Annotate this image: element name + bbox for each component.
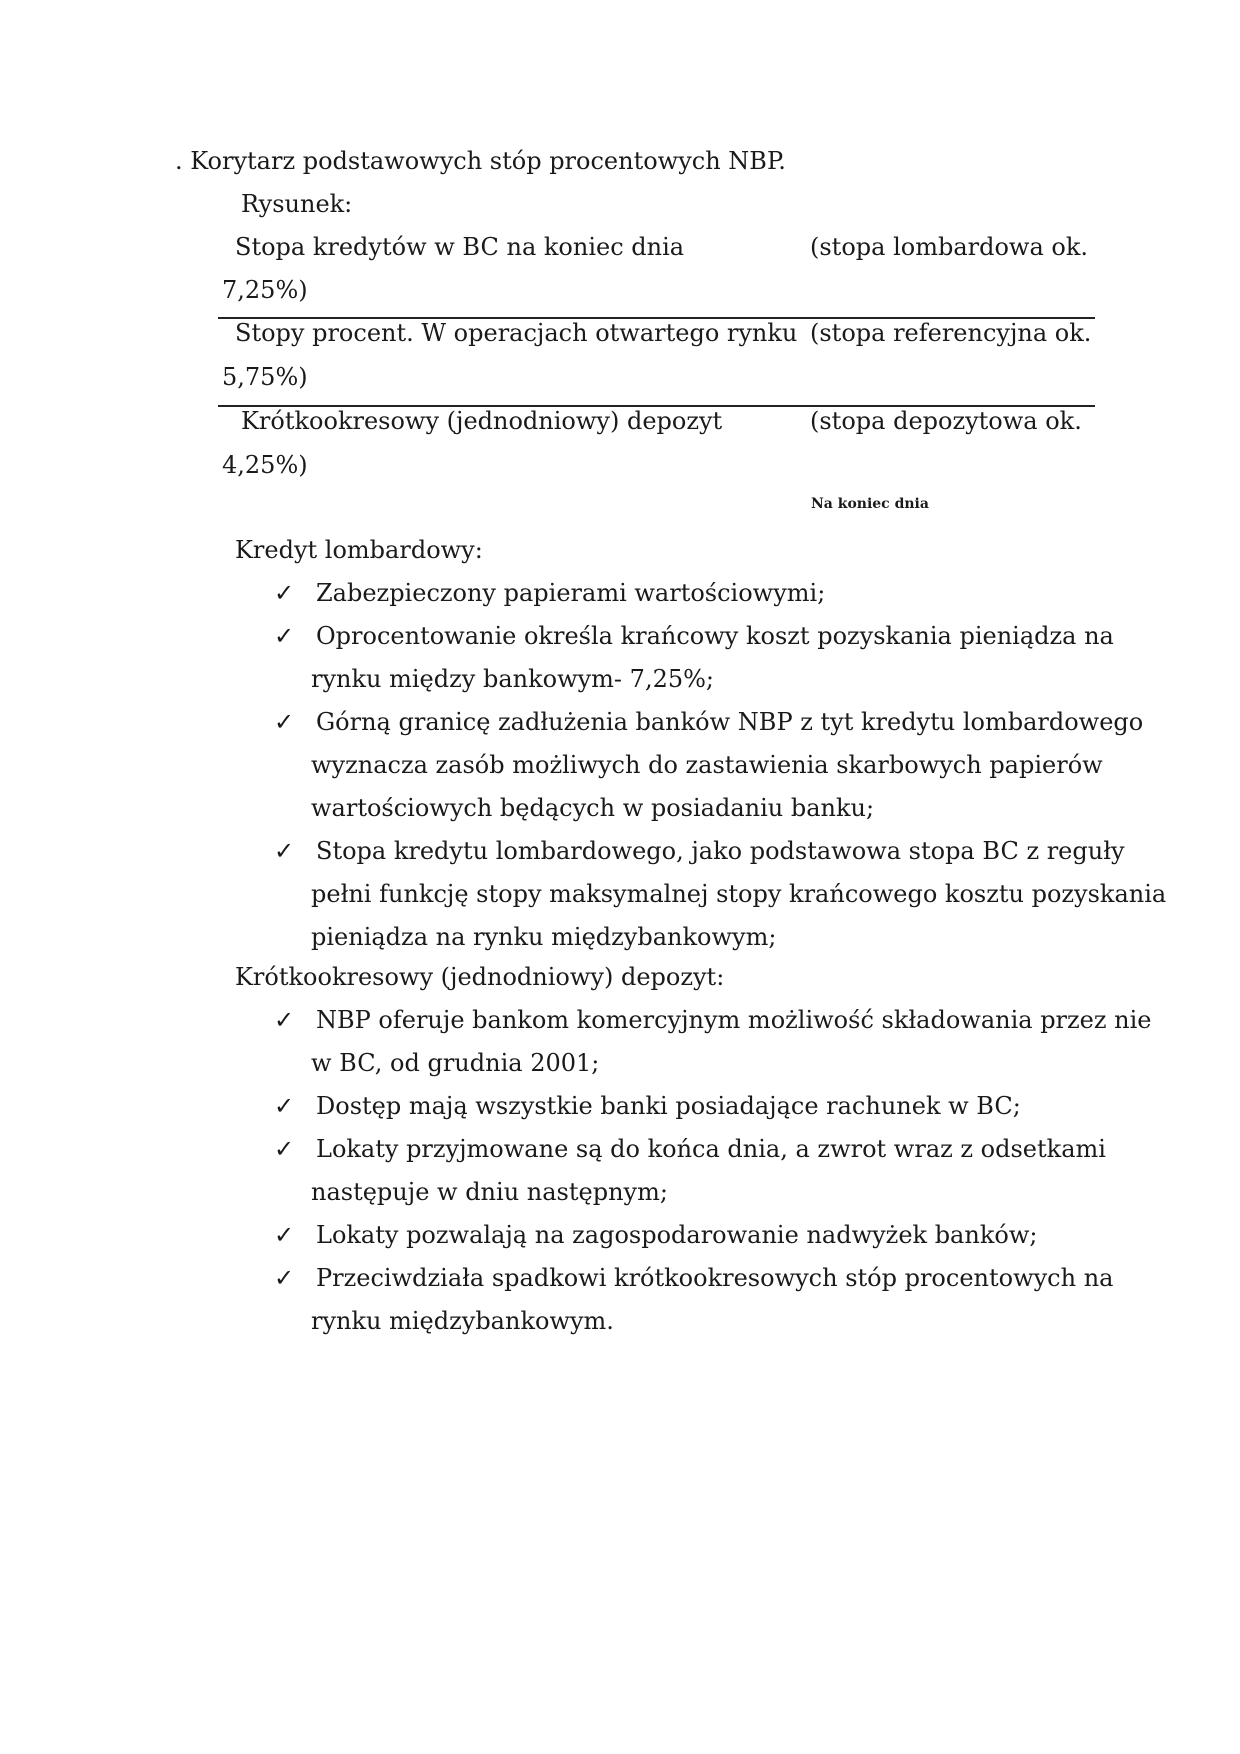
checkmark-icon: ✓ (274, 837, 295, 865)
list-item-line: Przeciwdziała spadkowi krótkookresowych stóp procentowych na (316, 1264, 1114, 1292)
figure-row-2-left: Stopy procent. W operacjach otwartego rynku (235, 319, 798, 347)
list-item-line: pełni funkcję stopy maksymalnej stopy krańcowego kosztu pozyskania (311, 880, 1167, 908)
checkmark-icon: ✓ (274, 622, 295, 650)
figure-row-2-continuation: 5,75%) (222, 363, 308, 391)
checkmark-icon: ✓ (274, 579, 295, 607)
list-item-line: w BC, od grudnia 2001; (311, 1049, 600, 1077)
section-title-lombard: Kredyt lombardowy: (235, 536, 483, 564)
list-item-line: rynku międzybankowym. (311, 1307, 614, 1335)
checkmark-icon: ✓ (274, 1264, 295, 1292)
figure-row-3-continuation: 4,25%) (222, 451, 308, 479)
list-item-line: NBP oferuje bankom komercyjnym możliwość składowania przez nie (316, 1006, 1152, 1034)
checkmark-icon: ✓ (274, 1135, 295, 1163)
list-item-line: wyznacza zasób możliwych do zastawienia skarbowych papierów (311, 751, 1103, 779)
checkmark-icon: ✓ (274, 1092, 295, 1120)
document-heading: . Korytarz podstawowych stóp procentowych NBP. (175, 147, 786, 175)
figure-row-2-right: (stopa referencyjna ok. (810, 319, 1092, 347)
list-item-line: rynku między bankowym- 7,25%; (311, 665, 714, 693)
list-item-line: Lokaty pozwalają na zagospodarowanie nadwyżek banków; (316, 1221, 1038, 1249)
figure-row-3-right: (stopa depozytowa ok. (810, 407, 1082, 435)
checkmark-icon: ✓ (274, 1221, 295, 1249)
checkmark-icon: ✓ (274, 1006, 295, 1034)
figure-note: Na koniec dnia (811, 496, 929, 512)
list-item-line: Oprocentowanie określa krańcowy koszt pozyskania pieniądza na (316, 622, 1114, 650)
list-item-line: wartościowych będących w posiadaniu banku; (311, 794, 875, 822)
checkmark-icon: ✓ (274, 708, 295, 736)
figure-row-1-left: Stopa kredytów w BC na koniec dnia (235, 233, 685, 261)
section-title-deposit: Krótkookresowy (jednodniowy) depozyt: (235, 963, 725, 991)
list-item-line: Górną granicę zadłużenia banków NBP z tyt kredytu lombardowego (316, 708, 1144, 736)
figure-row-3-left: Krótkookresowy (jednodniowy) depozyt (241, 407, 723, 435)
figure-label: Rysunek: (241, 190, 353, 218)
list-item-line: Stopa kredytu lombardowego, jako podstawowa stopa BC z reguły (316, 837, 1125, 865)
list-item-line: Lokaty przyjmowane są do końca dnia, a zwrot wraz z odsetkami (316, 1135, 1106, 1163)
list-item-line: pieniądza na rynku międzybankowym; (311, 923, 777, 951)
figure-row-1-continuation: 7,25%) (222, 276, 308, 304)
list-item-line: następuje w dniu następnym; (311, 1178, 668, 1206)
figure-row-1-right: (stopa lombardowa ok. (810, 233, 1089, 261)
list-item-line: Dostęp mają wszystkie banki posiadające rachunek w BC; (316, 1092, 1021, 1120)
list-item-line: Zabezpieczony papierami wartościowymi; (316, 579, 826, 607)
